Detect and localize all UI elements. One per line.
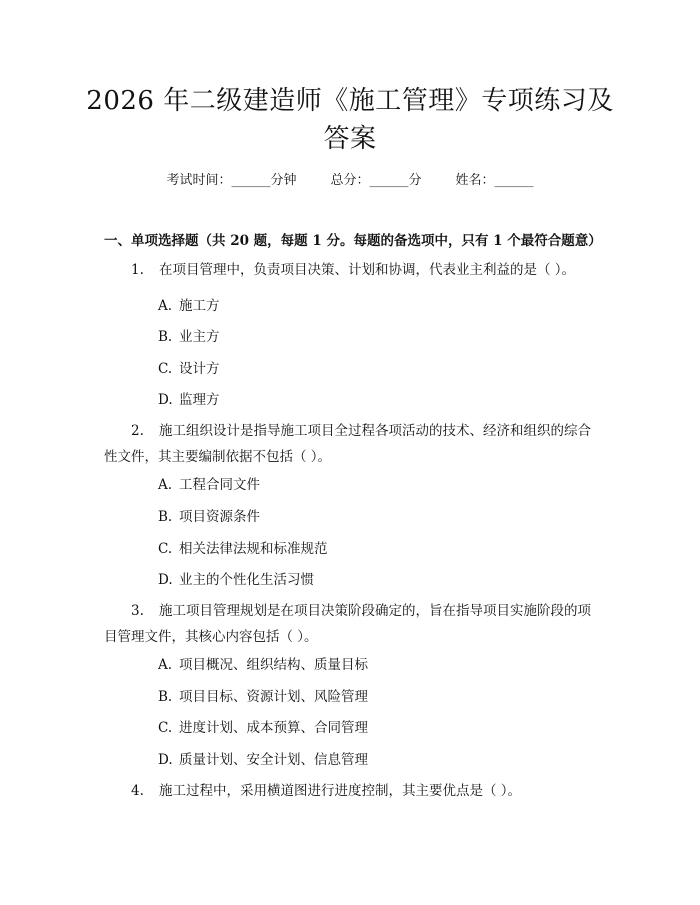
document-title bbox=[60, 82, 640, 158]
question-text: 在项目管理中，负责项目决策、计划和协调，代表业主利益的是（ ）。 bbox=[159, 262, 576, 278]
question-text: 施工组织设计是指导施工项目全过程各项活动的技术、经济和组织的综合性文件，其主要编制依据不包括（ ）。 bbox=[104, 423, 591, 465]
question-1 bbox=[104, 257, 602, 283]
question-number: 2. bbox=[131, 423, 144, 439]
exam-time: 考试时间：______分钟 bbox=[166, 173, 297, 188]
section-heading: 一、单项选择题（共 20 题，每题 1 分。每题的备选项中，只有 1 个最符合题意） bbox=[104, 233, 602, 249]
question-3 bbox=[104, 598, 602, 650]
option-2d: D. 业主的个性化生活习惯 bbox=[158, 572, 314, 588]
option-3d: D. 质量计划、安全计划、信息管理 bbox=[158, 752, 368, 768]
option-3b: B. 项目目标、资源计划、风险管理 bbox=[158, 689, 368, 705]
option-1a: A. 施工方 bbox=[158, 298, 220, 314]
question-text: 施工过程中，采用横道图进行进度控制，其主要优点是（ ）。 bbox=[159, 783, 522, 799]
question-number: 4. bbox=[131, 783, 144, 799]
title-line-1: 2026 年二级建造师《施工管理》专项练习及 bbox=[86, 86, 614, 116]
option-2a: A. 工程合同文件 bbox=[158, 477, 260, 493]
exam-name: 姓名：______ bbox=[455, 173, 534, 188]
question-number: 1. bbox=[131, 262, 144, 278]
question-4 bbox=[104, 778, 602, 804]
option-3a: A. 项目概况、组织结构、质量目标 bbox=[158, 657, 368, 673]
option-1b: B. 业主方 bbox=[158, 329, 220, 345]
option-2c: C. 相关法律法规和标准规范 bbox=[158, 541, 328, 557]
option-2b: B. 项目资源条件 bbox=[158, 509, 260, 525]
question-2 bbox=[104, 418, 602, 470]
option-1c: C. 设计方 bbox=[158, 361, 220, 377]
question-text: 施工项目管理规划是在项目决策阶段确定的，旨在指导项目实施阶段的项目管理文件，其核心内容包括（ ）。 bbox=[104, 603, 591, 645]
option-1d: D. 监理方 bbox=[158, 392, 220, 408]
option-3c: C. 进度计划、成本预算、合同管理 bbox=[158, 720, 368, 736]
title-line-2: 答案 bbox=[323, 124, 377, 154]
exam-total-score: 总分：______分 bbox=[330, 173, 422, 188]
exam-meta bbox=[0, 169, 700, 188]
question-number: 3. bbox=[131, 603, 144, 619]
